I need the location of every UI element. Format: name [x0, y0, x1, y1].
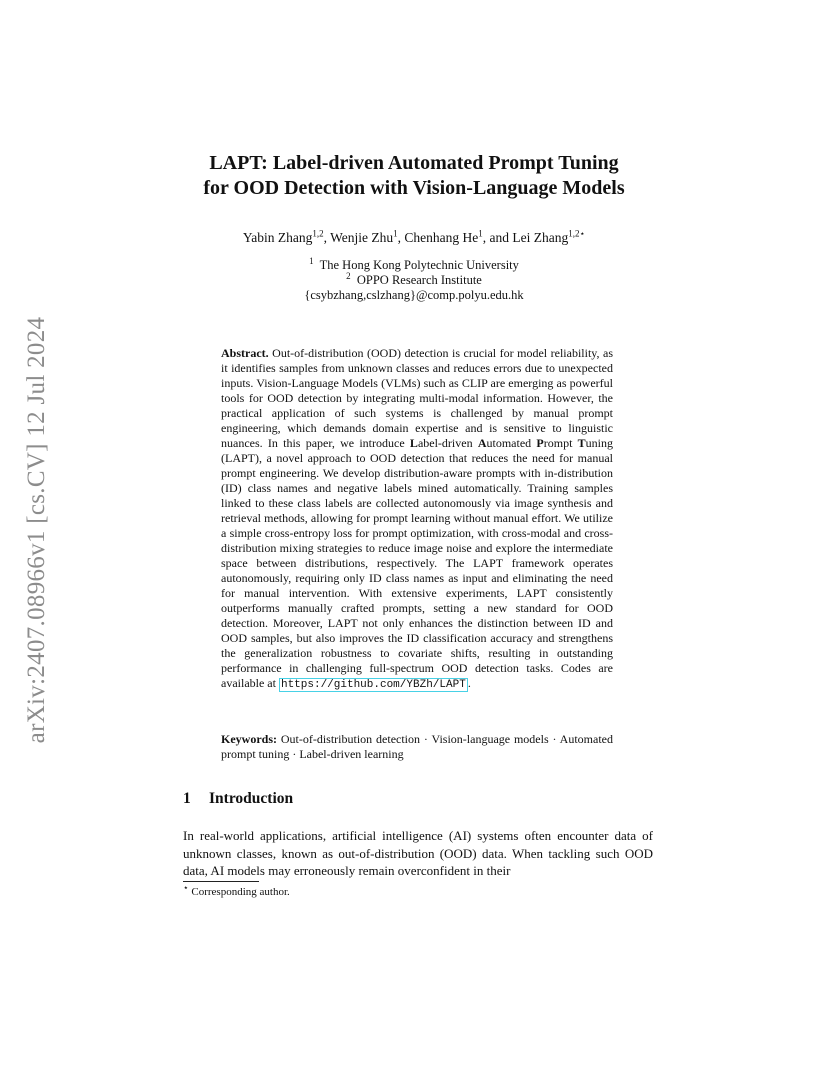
section-heading [183, 790, 293, 808]
author-name: Chenhang He [404, 230, 479, 245]
intro-paragraph: In real-world applications, artificial intelligence (AI) systems often encounter data of unknown classes, known as out-of-distribution (OOD) data. When tackling such OOD data, AI models may erroneously remain overconfident in their [183, 828, 653, 878]
author-name: Wenjie Zhu [330, 230, 394, 245]
abstract-text: Out-of-distribution (OOD) detection is crucial for model reliability, as it identifies samples from unknown classes and reduces errors due to unexpected inputs. Vision-Language Models (VLMs) such as CLIP are emerging as powerful tools for OOD detection by integrating multi-modal information. However, the practical application of such systems is challenged by manual prompt engineering, which demands domain expertise and is sensitive to linguistic nuances. In this paper, we introduce [221, 346, 614, 450]
author-separator: , [323, 230, 331, 245]
affiliation-2 [140, 270, 688, 288]
abstract-label: Abstract. [221, 346, 269, 360]
acronym-letter: A [477, 436, 487, 450]
author-name: Lei Zhang [512, 230, 569, 245]
section-number: 1 [183, 790, 191, 807]
paper-title [140, 151, 688, 201]
affiliations [140, 255, 688, 303]
author-separator: , and [482, 230, 513, 245]
footnote [183, 882, 290, 899]
acronym-rest: abel-driven [417, 436, 478, 450]
affiliation-mark: 2 [346, 270, 351, 281]
section-title: Introduction [209, 790, 294, 807]
affiliation-name: OPPO Research Institute [356, 273, 482, 287]
acronym-rest: utomated [486, 436, 537, 450]
acronym-rest: rompt [543, 436, 578, 450]
title-line-1: LAPT: Label-driven Automated Prompt Tuning [209, 152, 619, 174]
abstract [221, 346, 613, 693]
keywords [221, 732, 613, 762]
title-line-2: for OOD Detection with Vision-Language Models [203, 177, 625, 199]
author-affil-mark: 1 [393, 228, 398, 239]
author-separator: , [397, 230, 405, 245]
author-affil-mark: 1 [478, 228, 483, 239]
footnote-mark: ⋆ [183, 882, 189, 893]
acronym-letter: T [577, 436, 586, 450]
author-list [140, 229, 688, 247]
abstract-text-continued: (LAPT), a novel approach to OOD detection that reduces the need for manual prompt engineering. We develop distribution-aware prompts with in-distribution (ID) class names and negative labels mined automatically. Training samples linked to these class labels are collected autonomously via image synthesis and retrieval methods, allowing for prompt learning without manual effort. We utilize a simple cross-entropy loss for prompt optimization, with cross-modal and cross-distribution mixing strategies to reduce image noise and explore the intermediate space between distributions, respectively. The LAPT framework operates autonomously, requiring only ID class names as input and eliminating the need for manual intervention. With extensive experiments, LAPT consistently outperforms manually crafted prompts, setting a new standard for OOD detection. Moreover, LAPT not only enhances the distinction between ID and OOD samples, but also improves the ID classification accuracy and strengthens the generalization robustness to covariate shifts, resulting in outstanding performance in challenging full-spectrum OOD detection tasks. Codes are available at [221, 451, 613, 690]
author-affil-mark: 1,2 [312, 228, 324, 239]
acronym-letter: P [536, 436, 544, 450]
author-affil-mark: 1,2⋆ [568, 228, 586, 239]
author-email: {csybzhang,cslzhang}@comp.polyu.edu.hk [304, 288, 524, 302]
keywords-label: Keywords: [221, 732, 277, 746]
author-name: Yabin Zhang [242, 230, 313, 245]
abstract-end: . [467, 676, 471, 690]
arxiv-stamp [22, 300, 52, 760]
affiliation-1 [140, 255, 688, 273]
acronym-rest: uning [585, 436, 614, 450]
affiliation-name: The Hong Kong Polytechnic University [319, 258, 519, 272]
keywords-text: Out-of-distribution detection · Vision-language models · Automated prompt tuning · Label-driven learning [221, 732, 613, 761]
footnote-rule [183, 881, 259, 882]
affiliation-mark: 1 [309, 255, 314, 266]
code-link[interactable]: https://github.com/YBZh/LAPT [280, 679, 466, 691]
acronym-letter: L [409, 436, 418, 450]
footnote-text: Corresponding author. [191, 886, 290, 898]
arxiv-id: arXiv:2407.08966v1 [cs.CV] 12 Jul 2024 [23, 316, 50, 744]
